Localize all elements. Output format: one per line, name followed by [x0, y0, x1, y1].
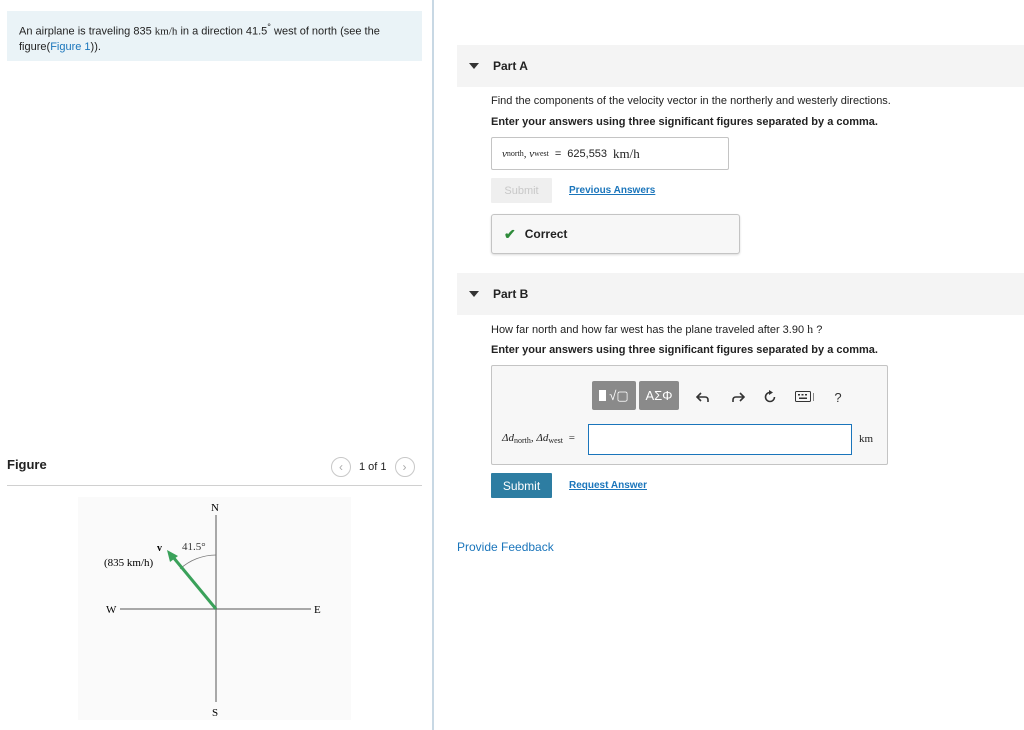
reset-icon[interactable] — [761, 388, 779, 406]
compass-diagram — [78, 497, 351, 720]
figure-divider — [7, 485, 422, 486]
label-sub-west: west — [548, 436, 563, 445]
part-b-title: Part B — [493, 287, 529, 301]
keyboard-icon[interactable] — [794, 388, 816, 406]
help-button[interactable]: ? — [834, 389, 842, 405]
correct-label: Correct — [524, 227, 568, 241]
collapse-triangle-icon[interactable] — [469, 63, 479, 69]
math-answer-editor — [491, 365, 888, 465]
template-box-icon — [599, 390, 606, 401]
part-a-instruction: Enter your answers using three significant figures separated by a comma. — [491, 116, 878, 128]
north-label: N — [211, 502, 219, 514]
figure-title: Figure — [7, 457, 47, 472]
label-equals: = — [568, 432, 575, 444]
request-answer-link[interactable]: Request Answer — [569, 480, 647, 491]
south-label: S — [212, 707, 219, 719]
east-label: E — [314, 604, 321, 616]
part-a-submit-button[interactable]: Submit — [491, 178, 552, 203]
answer-var-west: v — [529, 147, 535, 160]
figure-image — [78, 497, 351, 720]
part-b-question-mark: ? — [816, 324, 823, 336]
problem-text-close: )). — [90, 40, 101, 53]
part-a-title: Part A — [493, 59, 528, 73]
answer-sub-north: north — [506, 149, 524, 158]
angle-label: 41.5° — [182, 541, 206, 553]
previous-answers-link[interactable]: Previous Answers — [569, 185, 656, 196]
figure-link[interactable]: Figure 1 — [50, 40, 91, 53]
chevron-left-icon[interactable]: ‹ — [331, 457, 351, 477]
label-separator: , — [530, 432, 537, 444]
label-delta-north: Δd — [502, 432, 514, 444]
templates-label: √▢ — [609, 387, 629, 403]
correct-feedback — [491, 214, 740, 254]
part-a-answer-unit: km/h — [613, 145, 640, 161]
part-b-header[interactable] — [457, 273, 1024, 315]
speed-unit: km/h — [154, 25, 178, 38]
label-sub-north: north — [513, 436, 531, 445]
undo-icon[interactable] — [694, 388, 712, 406]
part-b-submit-button[interactable]: Submit — [491, 473, 552, 498]
redo-icon[interactable] — [729, 388, 747, 406]
provide-feedback-link[interactable]: Provide Feedback — [457, 540, 554, 554]
velocity-vector — [173, 557, 216, 609]
left-panel — [0, 0, 432, 730]
label-delta-west: Δd — [536, 432, 549, 444]
pager-text: 1 of 1 — [359, 461, 387, 473]
answer-sub-west: west — [534, 149, 549, 158]
symbols-button[interactable]: ΑΣΦ — [639, 381, 679, 410]
degree-symbol: ° — [267, 22, 271, 32]
part-b-answer-label — [502, 432, 575, 445]
problem-statement — [7, 11, 422, 61]
collapse-triangle-icon[interactable] — [469, 291, 479, 297]
part-a-header[interactable] — [457, 45, 1024, 87]
problem-text: An airplane is traveling 835 — [19, 25, 152, 38]
problem-text-after: west of north (see the figure( — [19, 25, 380, 53]
problem-text-middle: in a direction 41.5 — [180, 25, 268, 38]
templates-button[interactable] — [592, 381, 636, 410]
part-b-question-unit: h — [807, 322, 814, 336]
part-a-answer-value: 625,553 — [567, 147, 608, 160]
checkmark-icon: ✔ — [504, 225, 516, 242]
answer-var-north: v — [502, 147, 507, 160]
answer-equals: = — [554, 147, 562, 160]
part-b-instruction: Enter your answers using three significant figures separated by a comma. — [491, 344, 878, 356]
part-a-question: Find the components of the velocity vector in the northerly and westerly directions. — [491, 95, 891, 107]
west-label: W — [106, 604, 117, 616]
panel-divider — [432, 0, 434, 730]
part-b-answer-input[interactable] — [588, 424, 852, 455]
figure-pager — [331, 457, 415, 477]
part-b-unit: km — [859, 433, 874, 445]
angle-arc — [180, 555, 216, 569]
part-b-question — [491, 322, 822, 337]
vector-label: v — [157, 543, 162, 554]
part-b-question-text: How far north and how far west has the plane traveled after 3.90 — [491, 324, 805, 336]
part-a-answer-field: v north , v west = 625,553 km/h — [491, 137, 729, 170]
chevron-right-icon[interactable]: › — [395, 457, 415, 477]
speed-label: (835 km/h) — [104, 557, 154, 569]
